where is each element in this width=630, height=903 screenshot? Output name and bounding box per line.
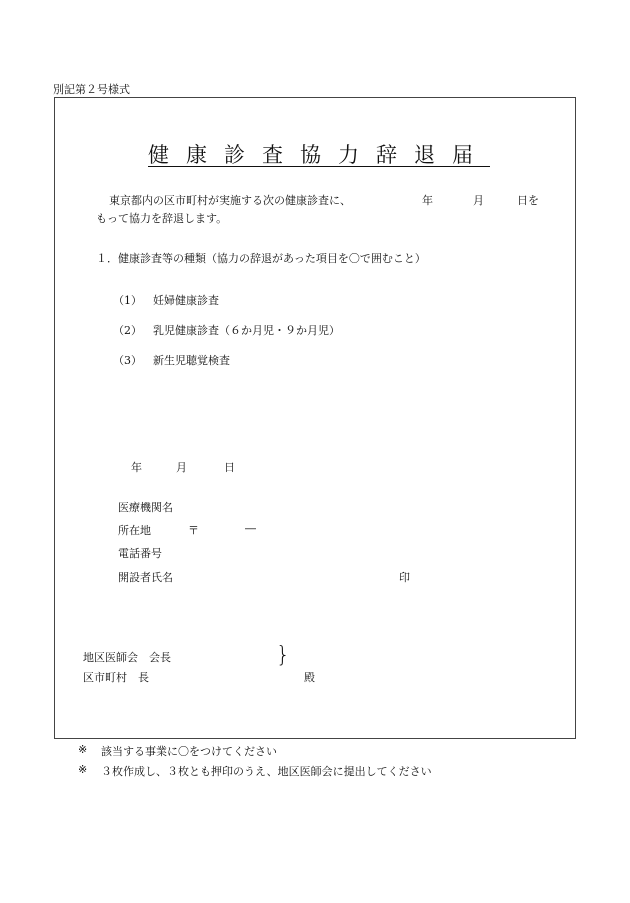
recipient-municipality: 区市町村 長 bbox=[83, 671, 149, 684]
postal-mark: 〒 bbox=[188, 524, 199, 537]
institution-name-label: 医療機関名 bbox=[118, 501, 173, 514]
recipient-medical-association: 地区医師会 会長 bbox=[83, 651, 171, 664]
address-label: 所在地 bbox=[118, 524, 151, 537]
date-year-label: 年 bbox=[131, 461, 142, 474]
phone-label: 電話番号 bbox=[118, 547, 162, 560]
honorific-label: 殿 bbox=[304, 671, 315, 684]
note-text: ３枚作成し、３枚とも押印のうえ、地区医師会に提出してください bbox=[101, 765, 432, 778]
note-text: 該当する事業に〇をつけてください bbox=[101, 745, 277, 758]
seal-mark: 印 bbox=[399, 571, 410, 584]
date-day-label: 日 bbox=[224, 461, 235, 474]
intro-year-label: 年 bbox=[422, 194, 433, 207]
item-number: （1） bbox=[113, 294, 142, 307]
date-month-label: 月 bbox=[176, 461, 187, 474]
note-mark: ※ bbox=[78, 743, 88, 756]
item-number: （3） bbox=[113, 354, 142, 367]
note-mark: ※ bbox=[78, 763, 88, 776]
recipient-brace: } bbox=[276, 643, 290, 668]
founder-name-label: 開設者氏名 bbox=[118, 571, 173, 584]
intro-line-1: 東京都内の区市町村が実施する次の健康診査に、 bbox=[109, 194, 351, 207]
intro-line-2: もって協力を辞退します。 bbox=[96, 212, 228, 225]
form-number-label: 別記第２号様式 bbox=[53, 83, 130, 96]
intro-month-label: 月 bbox=[473, 194, 484, 207]
item-number: （2） bbox=[113, 324, 142, 337]
section-heading: １．健康診査等の種類（協力の辞退があった項目を〇で囲むこと） bbox=[96, 252, 426, 265]
intro-day-label: 日を bbox=[517, 194, 539, 207]
item-label: 乳児健康診査（６か月児・９か月児） bbox=[153, 324, 340, 337]
item-label: 妊婦健康診査 bbox=[153, 294, 219, 307]
item-label: 新生児聴覚検査 bbox=[153, 354, 230, 367]
postal-dash: ― bbox=[245, 522, 256, 535]
document-title: 健康診査協力辞退届 bbox=[148, 143, 490, 167]
